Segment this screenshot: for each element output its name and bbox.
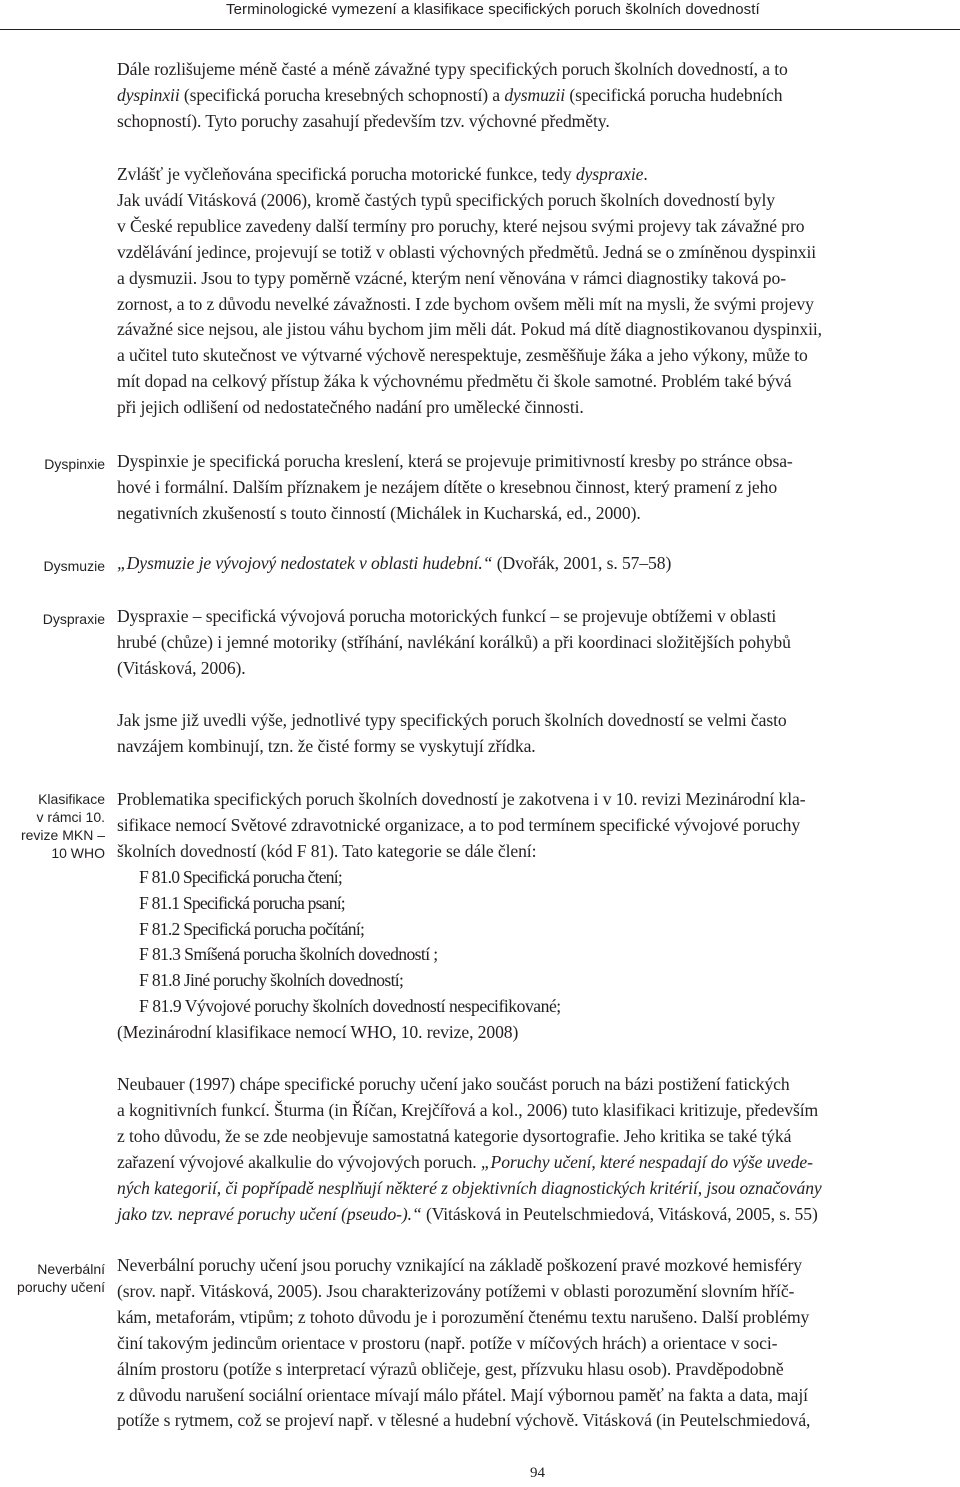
text-line: a učitel tuto skutečnost ve výtvarné výchově nerespektuje, zesměšňuje žáka a jeho výkony, může to: [117, 345, 808, 366]
paragraph-dyspraxie-intro: [117, 162, 957, 421]
list-item: F 81.1 Specifická porucha psaní;: [139, 892, 345, 913]
margin-note-line: Dysmuzie: [43, 558, 105, 574]
text-line: negativních zkušeností s touto činností (Michálek in Kucharská, ed., 2000).: [117, 502, 641, 523]
margin-note-line: Klasifikace: [38, 791, 105, 807]
text-line: závažné sice nejsou, ale jistou váhu bychom jim měli dát. Pokud má dítě diagnostikovanou dyspinxii,: [117, 319, 822, 340]
margin-note-dyspraxie: [0, 610, 105, 628]
list-item: F 81.2 Specifická porucha počítání;: [139, 918, 365, 939]
text-line: navzájem kombinují, tzn. že čisté formy se vyskytují zřídka.: [117, 735, 536, 756]
margin-note-line: Neverbální: [37, 1261, 105, 1277]
text-line: hové i formální. Dalším příznakem je nezájem dítěte o kresebnou činnost, který pramení z jeho: [117, 476, 778, 497]
text-line: ných kategorií, či popřípadě nesplňují některé z objektivních diagnostických kritérií, jsou označovány: [117, 1177, 822, 1198]
text-line: schopností). Tyto poruchy zasahují především tzv. výchovné předměty.: [117, 110, 610, 131]
text-line: jako tzv. nepravé poruchy učení (pseudo-).“ (Vitásková in Peutelschmiedová, Vitásková, 2005, s. 55): [117, 1203, 818, 1224]
margin-note-dysmuzie: [0, 557, 105, 575]
text-line: při jejich odlišení od nedostatečného nadání pro umělecké činnosti.: [117, 397, 584, 418]
text-line: álním prostoru (potíže s interpretací výrazů obličeje, gest, přízvuku hlasu osob). Pravděpodobně: [117, 1358, 784, 1379]
dysmuzie-quote: „Dysmuzie je vývojový nedostatek v oblasti hudební.“: [117, 553, 493, 573]
paragraph-neubauer: [117, 1072, 957, 1227]
margin-note-line: 10 WHO: [51, 845, 105, 861]
running-header: Terminologické vymezení a klasifikace specifických poruch školních dovedností: [226, 1, 760, 18]
paragraph-neverbalni: [117, 1253, 957, 1434]
margin-note-line: v rámci 10.: [36, 809, 105, 825]
text-line: potíže s rytmem, což se projeví např. v tělesné a hudební výchově. Vitásková (in Peutelschmiedová,: [117, 1410, 811, 1431]
text-line: zařazení vývojové akalkulie do vývojových poruch. „Poruchy učení, které nespadají do výše uvede-: [117, 1151, 813, 1172]
paragraph-dyspraxie: [117, 604, 957, 682]
text-line: a dysmuzii. Jsou to typy poměrně vzácné, kterým není věnována v rámci diagnostiky taková po-: [117, 267, 786, 288]
text-line: (srov. např. Vitásková, 2005). Jsou charakterizovány potížemi v oblasti porozumění slovním hříč-: [117, 1280, 795, 1301]
text-line: vzdělávání jedince, projevují se totiž v oblasti výchovných předmětů. Jedná se o zmíněnou dyspinxii: [117, 241, 817, 262]
text-line: Jak jsme již uvedli výše, jednotlivé typy specifických poruch školních dovedností se velmi často: [117, 710, 787, 730]
paragraph-dysmuzie: [117, 551, 957, 577]
margin-note-line: Dyspraxie: [42, 611, 105, 627]
text-line: Neverbální poruchy učení jsou poruchy vznikající na základě poškození pravé mozkové hemisféry: [117, 1255, 802, 1275]
text-line: hrubé (chůze) i jemné motoriky (stříhání, navlékání korálků) a při koordinaci složitějších pohybů: [117, 631, 791, 652]
text-line: z důvodu narušení sociální orientace mívají málo přátel. Mají výbornou paměť na fakta a data, mají: [117, 1384, 808, 1405]
margin-note-neverbalni: [0, 1260, 105, 1296]
margin-note-klasifikace: [0, 790, 105, 862]
text-line: činí takovým jedincům orientace v prostoru (např. potíže v míčových hrách) a orientace v soci-: [117, 1332, 778, 1353]
dysmuzie-citation: (Dvořák, 2001, s. 57–58): [492, 553, 672, 573]
margin-note-dyspinxie: [0, 455, 105, 473]
paragraph-dyspinxie: [117, 449, 957, 527]
header-rule: [0, 29, 960, 30]
text-line: [117, 551, 957, 577]
text-line: Dyspraxie – specifická vývojová porucha motorických funkcí – se projevuje obtížemi v oblasti: [117, 606, 777, 626]
text-line: Dále rozlišujeme méně časté a méně závažné typy specifických poruch školních dovedností, a to: [117, 59, 788, 79]
margin-note-line: Dyspinxie: [44, 456, 105, 472]
margin-note-line: revize MKN –: [20, 827, 105, 843]
text-line: Neubauer (1997) chápe specifické poruchy učení jako součást poruch na bázi postižení fatických: [117, 1074, 790, 1094]
text-line: v České republice zavedeny další termíny pro poruchy, které nejsou svými projevy tak závažné pro: [117, 215, 805, 236]
paragraph-mkn: [117, 787, 957, 1046]
text-line: Dyspinxie je specifická porucha kreslení, která se projevuje primitivností kresby po stránce obsa-: [117, 451, 793, 471]
text-line: mít dopad na celkový přístup žáka k výchovnému předmětu či škole samotné. Problém také bývá: [117, 371, 792, 392]
text-line: Zvlášť je vyčleňována specifická porucha motorické funkce, tedy dyspraxie.: [117, 164, 648, 184]
text-line: sifikace nemocí Světové zdravotnické organizace, a to pod termínem specifické vývojové poruchy: [117, 814, 801, 835]
list-item: F 81.9 Vývojové poruchy školních dovedností nespecifikované;: [139, 996, 561, 1017]
text-line: z toho důvodu, že se zde neobjevuje samostatná kategorie dysortografie. Jeho kritika se také týká: [117, 1125, 792, 1146]
text-line: školních dovedností (kód F 81). Tato kategorie se dále člení:: [117, 840, 537, 861]
list-item: F 81.8 Jiné poruchy školních dovedností;: [139, 970, 404, 991]
list-item: F 81.0 Specifická porucha čtení;: [139, 866, 342, 887]
page-number: 94: [530, 1465, 545, 1481]
text-line: dyspinxii (specifická porucha kresebných schopností) a dysmuzii (specifická porucha hudebních: [117, 84, 783, 105]
list-item: F 81.3 Smíšená porucha školních dovedností ;: [139, 944, 438, 965]
paragraph-intro: [117, 57, 957, 135]
text-line: kám, metaforám, vtipům; z tohoto důvodu je i porozumění čtenému textu narušeno. Další problémy: [117, 1306, 810, 1327]
paragraph-combinations: [117, 708, 957, 760]
text-line: Problematika specifických poruch školních dovedností je zakotvena i v 10. revizi Mezinárodní kla-: [117, 789, 806, 809]
text-line: Jak uvádí Vitásková (2006), kromě častých typů specifických poruch školních dovedností byly: [117, 189, 775, 210]
margin-note-line: poruchy učení: [17, 1279, 105, 1295]
text-line: (Vitásková, 2006).: [117, 657, 246, 678]
text-line: zornost, a to z důvodu nevelké závažnosti. I zde bychom ovšem měli mít na mysli, že svými projevy: [117, 293, 814, 314]
text-line: (Mezinárodní klasifikace nemocí WHO, 10. revize, 2008): [117, 1022, 519, 1043]
text-line: a kognitivních funkcí. Šturma (in Říčan, Krejčířová a kol., 2006) tuto klasifikaci kritizuje, především: [117, 1099, 819, 1120]
